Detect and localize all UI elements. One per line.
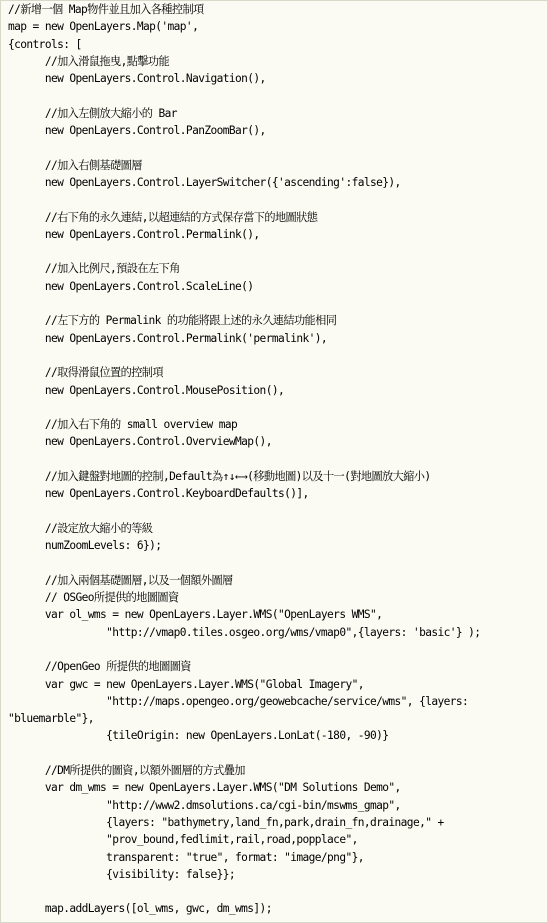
code-line: //加入兩個基礎圖層,以及一個額外圖層 bbox=[8, 573, 233, 587]
code-line: new OpenLayers.Control.LayerSwitcher({'ascending':false}), bbox=[8, 175, 401, 189]
code-line: "http://vmap0.tiles.osgeo.org/wms/vmap0",{layers: 'basic'} ); bbox=[8, 625, 481, 639]
code-line: //OpenGeo 所提供的地圖圖資 bbox=[8, 660, 191, 674]
code-line: //加入鍵盤對地圖的控制,Default為↑↓←→(移動地圖)以及十一(對地圖放大縮小) bbox=[8, 470, 431, 484]
code-line bbox=[8, 883, 548, 900]
code-line: new OpenLayers.Control.Navigation(), bbox=[8, 72, 266, 86]
code-line: //加入比例尺,預設在左下角 bbox=[8, 262, 180, 276]
code-line: new OpenLayers.Control.KeyboardDefaults()], bbox=[8, 487, 309, 501]
code-line bbox=[8, 745, 548, 762]
code-line: //左下方的 Permalink 的功能將跟上述的永久連結功能相同 bbox=[8, 314, 337, 328]
code-listing bbox=[8, 1, 548, 918]
code-line bbox=[8, 503, 548, 520]
code-line: var dm_wms = new OpenLayers.Layer.WMS("DM Solutions Demo", bbox=[8, 781, 401, 795]
code-line: //加入左側放大縮小的 Bar bbox=[8, 106, 177, 120]
code-line: // OSGeo所提供的地圖圖資 bbox=[8, 591, 179, 605]
code-line: {controls: [ bbox=[8, 37, 82, 51]
code-line: var gwc = new OpenLayers.Layer.WMS("Global Imagery", bbox=[8, 677, 364, 691]
code-line: var ol_wms = new OpenLayers.Layer.WMS("OpenLayers WMS", bbox=[8, 608, 383, 622]
code-line bbox=[8, 295, 548, 312]
code-line: //新增一個 Map物件並且加入各種控制項 bbox=[8, 3, 204, 16]
code-line bbox=[8, 399, 548, 416]
code-line: numZoomLevels: 6}); bbox=[8, 539, 162, 553]
code-line: "bluemarble"}, bbox=[8, 712, 94, 726]
code-line: //加入滑鼠拖曳,點擊功能 bbox=[8, 54, 170, 68]
code-line: transparent: "true", format: "image/png"}, bbox=[8, 850, 364, 864]
code-line: //DM所提供的圖資,以額外圖層的方式疊加 bbox=[8, 764, 245, 778]
code-line: //取得滑鼠位置的控制項 bbox=[8, 366, 163, 380]
code-line bbox=[8, 347, 548, 364]
code-line bbox=[8, 139, 548, 156]
code-line: new OpenLayers.Control.MousePosition(), bbox=[8, 383, 285, 397]
code-line: new OpenLayers.Control.ScaleLine() bbox=[8, 279, 254, 293]
code-line bbox=[8, 451, 548, 468]
code-line: //加入右側基礎圖層 bbox=[8, 158, 142, 172]
code-line bbox=[8, 87, 548, 104]
code-line: new OpenLayers.Control.Permalink('permalink'), bbox=[8, 331, 328, 345]
code-line: "http://www2.dmsolutions.ca/cgi-bin/mswms_gmap", bbox=[8, 798, 401, 812]
code-line: "prov_bound,fedlimit,rail,road,popplace", bbox=[8, 833, 358, 847]
code-line: {visibility: false}}; bbox=[8, 867, 236, 881]
code-line: //設定放大縮小的等級 bbox=[8, 521, 153, 535]
code-line: map = new OpenLayers.Map('map', bbox=[8, 20, 199, 34]
code-line bbox=[8, 641, 548, 658]
code-line: new OpenLayers.Control.OverviewMap(), bbox=[8, 435, 272, 449]
code-line: //右下角的永久連結,以超連結的方式保存當下的地圖狀態 bbox=[8, 210, 318, 224]
code-line bbox=[8, 555, 548, 572]
code-line: {layers: "bathymetry,land_fn,park,drain_fn,drainage," + bbox=[8, 815, 444, 829]
code-line: map.addLayers([ol_wms, gwc, dm_wms]); bbox=[8, 902, 272, 916]
code-line: new OpenLayers.Control.Permalink(), bbox=[8, 227, 260, 241]
code-line: new OpenLayers.Control.PanZoomBar(), bbox=[8, 124, 266, 138]
code-line: //加入右下角的 small overview map bbox=[8, 418, 238, 432]
code-line bbox=[8, 191, 548, 208]
code-line: "http://maps.opengeo.org/geowebcache/service/wms", {layers: bbox=[8, 694, 469, 708]
code-line: {tileOrigin: new OpenLayers.LonLat(-180, -90)} bbox=[8, 729, 389, 743]
code-line bbox=[8, 243, 548, 260]
